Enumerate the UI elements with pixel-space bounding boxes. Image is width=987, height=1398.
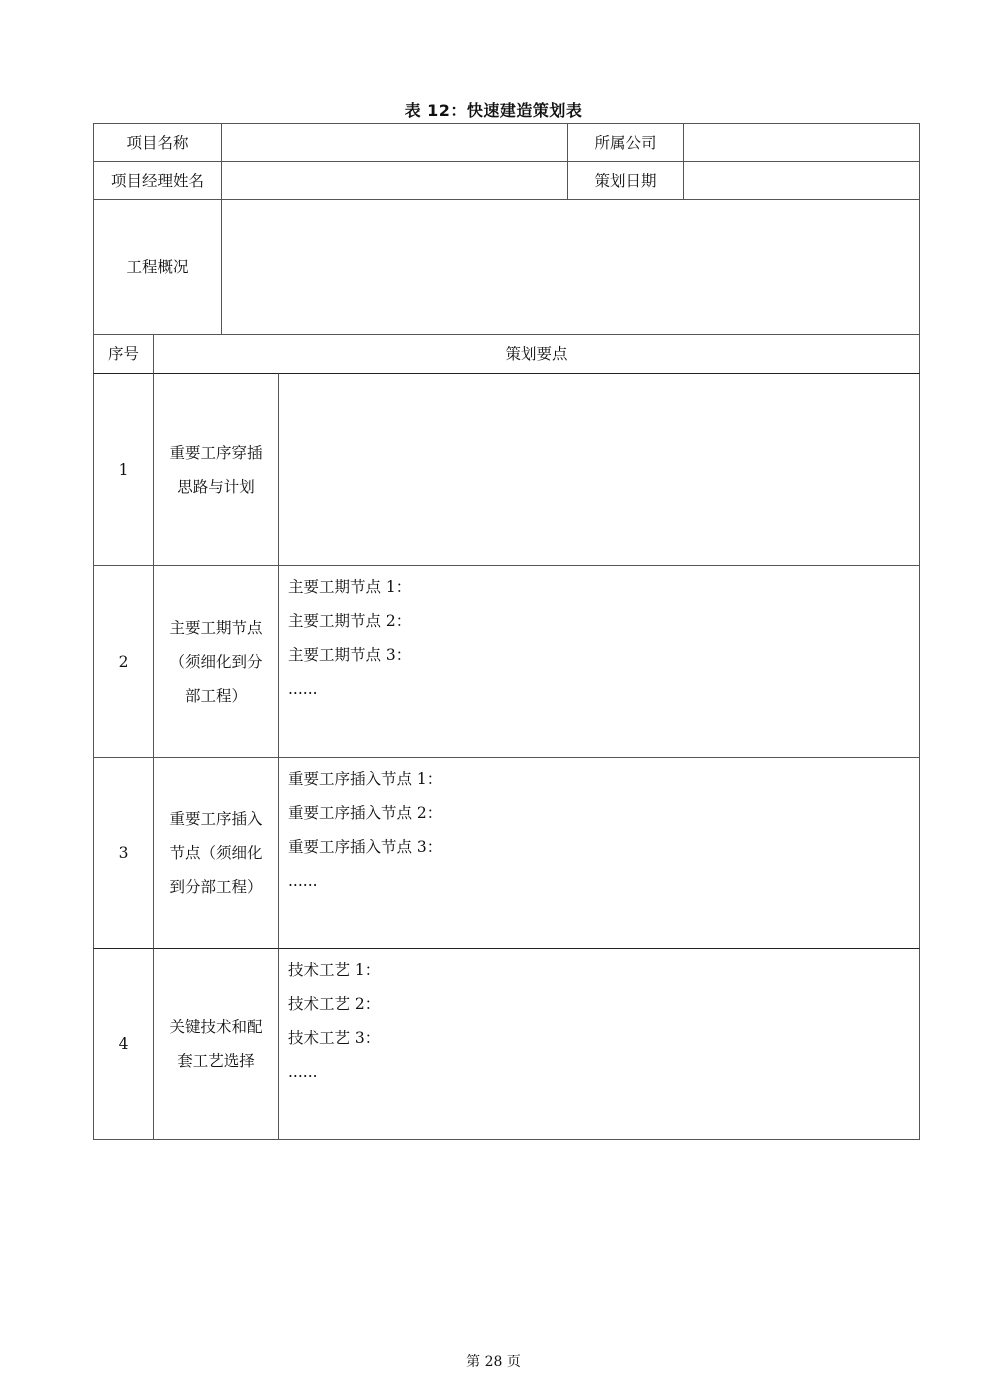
content-line: 主要工期节点 1：	[288, 578, 412, 596]
row-1-topic	[153, 373, 279, 566]
row-topic-line: 节点（须细化	[169, 844, 263, 862]
row-1-seq	[93, 373, 154, 566]
column-header-points-text: 策划要点	[505, 345, 568, 363]
row-3-topic	[153, 757, 279, 949]
row-1-content[interactable]	[278, 373, 920, 566]
overview-field[interactable]	[221, 199, 920, 335]
row-2-seq	[93, 565, 154, 758]
content-ellipsis: ......	[288, 1063, 318, 1081]
company-field[interactable]	[683, 123, 920, 162]
manager-field[interactable]	[221, 161, 568, 200]
content-line: 主要工期节点 2：	[288, 612, 412, 630]
project-name-label	[93, 123, 222, 162]
overview-label	[93, 199, 222, 335]
content-ellipsis: ......	[288, 872, 318, 890]
row-topic-line: 到分部工程）	[169, 878, 263, 896]
date-label-text: 策划日期	[594, 171, 657, 190]
row-seq-text: 4	[118, 1035, 129, 1053]
row-3-content[interactable]	[278, 757, 920, 949]
column-header-seq	[93, 334, 154, 374]
row-topic-line: 重要工序插入	[169, 810, 263, 828]
content-line: 技术工艺 3：	[288, 1029, 381, 1047]
row-4-topic	[153, 948, 279, 1140]
content-ellipsis: ......	[288, 680, 318, 698]
row-seq-text: 1	[118, 460, 129, 479]
company-label-text: 所属公司	[594, 133, 657, 152]
content-line: 重要工序插入节点 3：	[288, 838, 443, 856]
row-topic-line: 关键技术和配	[169, 1018, 263, 1036]
row-seq-text: 2	[118, 652, 129, 671]
row-2-content[interactable]	[278, 565, 920, 758]
content-line: 技术工艺 1：	[288, 961, 381, 979]
project-name-field[interactable]	[221, 123, 568, 162]
table-title: 表 12：快速建造策划表	[404, 101, 583, 120]
row-seq-text: 3	[118, 844, 129, 862]
manager-label	[93, 161, 222, 200]
row-topic-line: 思路与计划	[177, 477, 255, 496]
date-field[interactable]	[683, 161, 920, 200]
row-topic-line: 套工艺选择	[177, 1052, 255, 1070]
date-label	[567, 161, 684, 200]
company-label	[567, 123, 684, 162]
row-3-seq	[93, 757, 154, 949]
column-header-seq-text: 序号	[107, 345, 139, 363]
row-topic-line: （须细化到分	[169, 652, 263, 671]
content-line: 重要工序插入节点 1：	[288, 770, 443, 788]
page-number: 第 28 页	[466, 1354, 521, 1370]
row-4-content[interactable]	[278, 948, 920, 1140]
overview-label-text: 工程概况	[126, 258, 189, 276]
column-header-points	[153, 334, 920, 374]
content-line: 主要工期节点 3：	[288, 646, 412, 664]
row-4-seq	[93, 948, 154, 1140]
row-topic-line: 重要工序穿插	[169, 443, 263, 462]
row-2-topic	[153, 565, 279, 758]
content-line: 技术工艺 2：	[288, 995, 381, 1013]
row-topic-line: 部工程）	[184, 686, 247, 705]
content-line: 重要工序插入节点 2：	[288, 804, 443, 822]
project-name-label-text: 项目名称	[126, 133, 189, 152]
row-topic-line: 主要工期节点	[169, 618, 263, 637]
manager-label-text: 项目经理姓名	[110, 171, 204, 190]
